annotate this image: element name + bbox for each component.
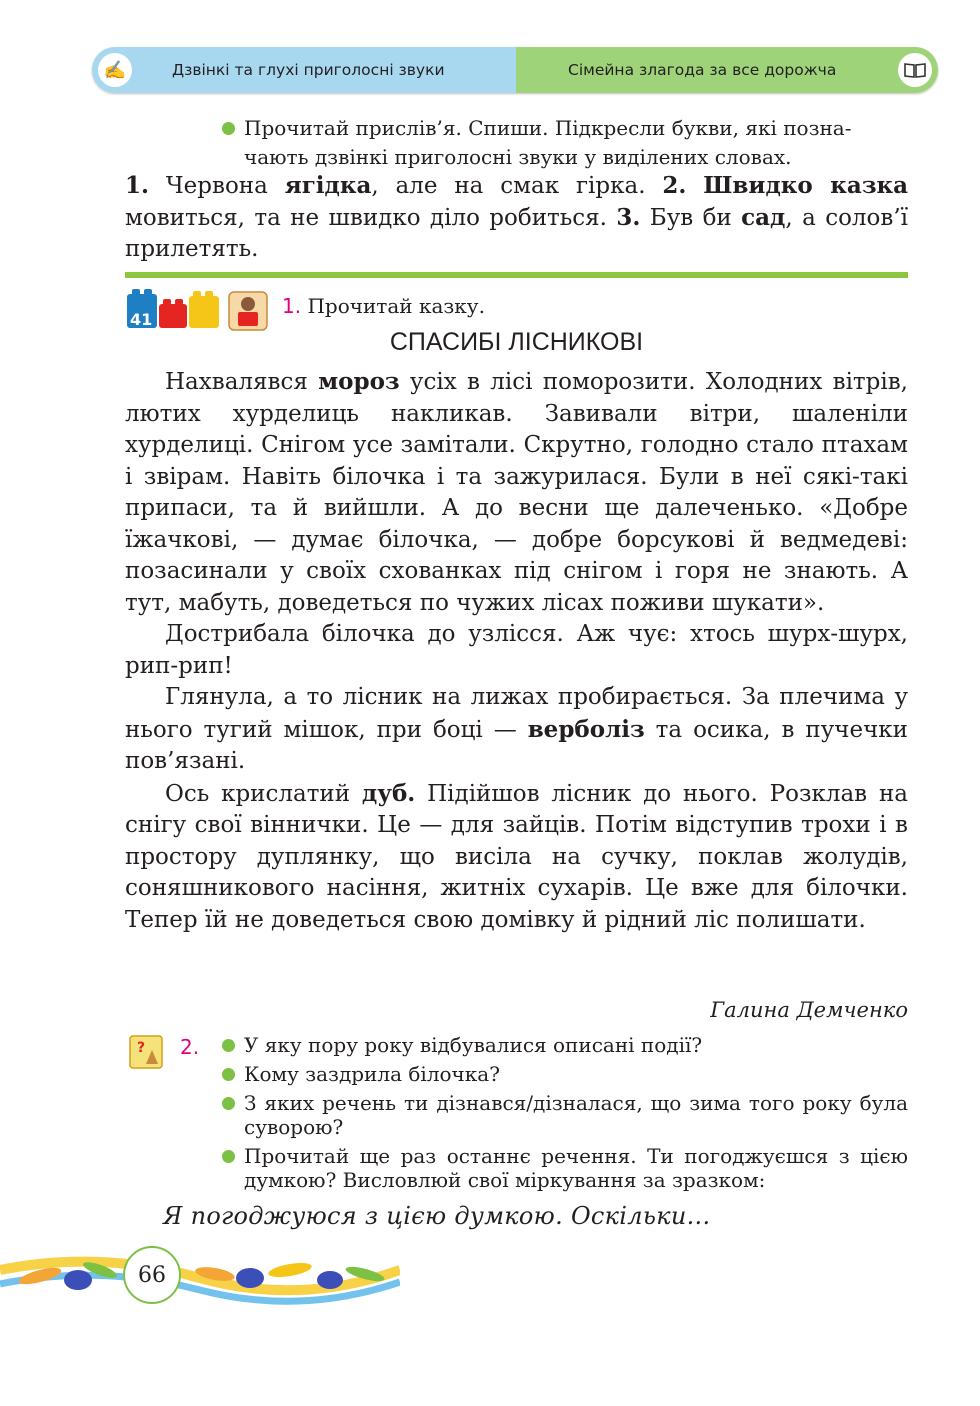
exercise-1-number: 1. [282,294,302,318]
exercise-1-instruction [282,292,485,320]
proverb-highlight: Швидко казка [703,172,909,199]
story-highlight: мороз [318,368,400,395]
page-header [92,47,938,93]
story-paragraph-3 [125,682,908,778]
proverb-text: , а солов’ї прилетять. [125,205,908,262]
story-span: та осика, в пучечки пов’язані. [125,716,908,774]
book-icon-svg [904,62,926,78]
exercise-2-number [180,1033,199,1061]
story-highlight: дуб. [361,779,416,807]
proverb-text [686,173,703,199]
questions-icon [126,1030,166,1072]
book-icon [898,53,932,87]
story-span: Нахвалявся [165,369,319,395]
proverb-highlight: ягідка [284,172,372,199]
bullet-icon [222,1039,235,1052]
page-number: 66 [123,1246,181,1304]
proverb-text: мовиться, та не швидко діло робиться. [125,205,617,231]
exercise-2-number-text: 2. [180,1035,200,1059]
proverb-text: Червона [149,173,285,199]
header-left-title: Дзвінкі та глухі приголосні звуки [172,61,445,79]
story-span: Ось крислатий [165,780,362,807]
story-title: СПАСИБІ ЛІСНИКОВІ [389,328,644,356]
story-text [125,366,908,936]
task-line-1 [222,114,908,143]
header-right-section [516,47,938,93]
badge-number: 41 [130,310,153,329]
story-span: усіх в лісі поморозити. Холодних вітрів, лютих хурделиць накликав. Завивали вітри, шаленіли хурделиці. Снігом усе замітали. Скрутно, голодно стало птахам і звірам. Навіть білочка і та зажурилася. Були в неї сякі-такі припаси, та й вийшли. А до весни ще далеченько. «Добре їжачкові, — думає білочка, — добре борсукові й ведмедеві: позасинали у своїх схованках під снігом і горя не знають. А тут, мабуть, доведеться по чужих лісах поживи шукати». [125,369,908,616]
bullet-icon [222,1068,235,1081]
proverb-text: , але на смак гірка. [371,173,663,199]
task-line-2: чають дзвінкі приголосні звуки у виділених словах. [244,145,792,169]
exercise-1-text: Прочитай казку. [301,294,485,318]
story-span: Глянула, а то лісник на лижах пробирається. За плечима у нього тугий мішок, при боці — [125,684,908,743]
story-span: Підійшов лісник до нього. Розклав на снігу свої віннички. Це — для зайців. Потім відступив трохи і в простору дуплянку, що висіла на сучку, поклав жолудів, соняшникового насіння, житніх сухарів. Це вже для білочки. Тепер їй не доведеться свою домівку й рідний ліс полишати. [125,780,908,933]
proverb-number: 2. [662,172,687,199]
question-text: З яких речень ти дізнався/дізналася, що зима того року була суворою? [244,1091,908,1139]
story-paragraph-1 [125,366,908,619]
story-paragraph-2: Дострибала білочка до узлісся. Аж чує: хтось шурх-шурх, рип-рип! [125,621,908,679]
bullet-icon [222,1150,235,1163]
question-text: Кому заздрила білочка? [244,1062,500,1086]
question-item [222,1091,908,1139]
task-text-1: Прочитай прислів’я. Спиши. Підкресли букви, які позна- [244,116,852,140]
question-item [222,1062,908,1086]
section-divider [125,272,908,278]
proverb-number: 1. [125,172,150,199]
proverb-text: Був би [640,205,742,231]
proverb-highlight: сад [741,204,786,231]
proverb-number: 3. [616,204,641,231]
story-paragraph-4 [125,778,908,937]
bullet-icon [222,122,235,135]
floral-ornament [0,1240,400,1316]
bullet-icon [222,1097,235,1110]
story-highlight: верболіз [527,715,645,743]
question-item [222,1144,908,1192]
story-author: Галина Демченко [710,998,908,1022]
question-text: У яку пору року відбувалися описані події? [244,1033,703,1057]
pen-icon: ✍ [98,53,132,87]
proverbs-block [125,170,908,265]
task-instruction [222,114,908,172]
question-item [222,1033,908,1057]
svg-text:?: ? [137,1040,146,1056]
sample-answer: Я погоджуюся з цією думкою. Оскільки... [163,1202,711,1230]
questions-list [222,1033,908,1197]
header-right-title: Сімейна злагода за все дорожча [568,61,837,79]
question-text: Прочитай ще раз останнє речення. Ти погоджуєшся з цією думкою? Висловлюй свої міркування за зразком: [244,1144,908,1192]
header-left-section [92,47,516,93]
